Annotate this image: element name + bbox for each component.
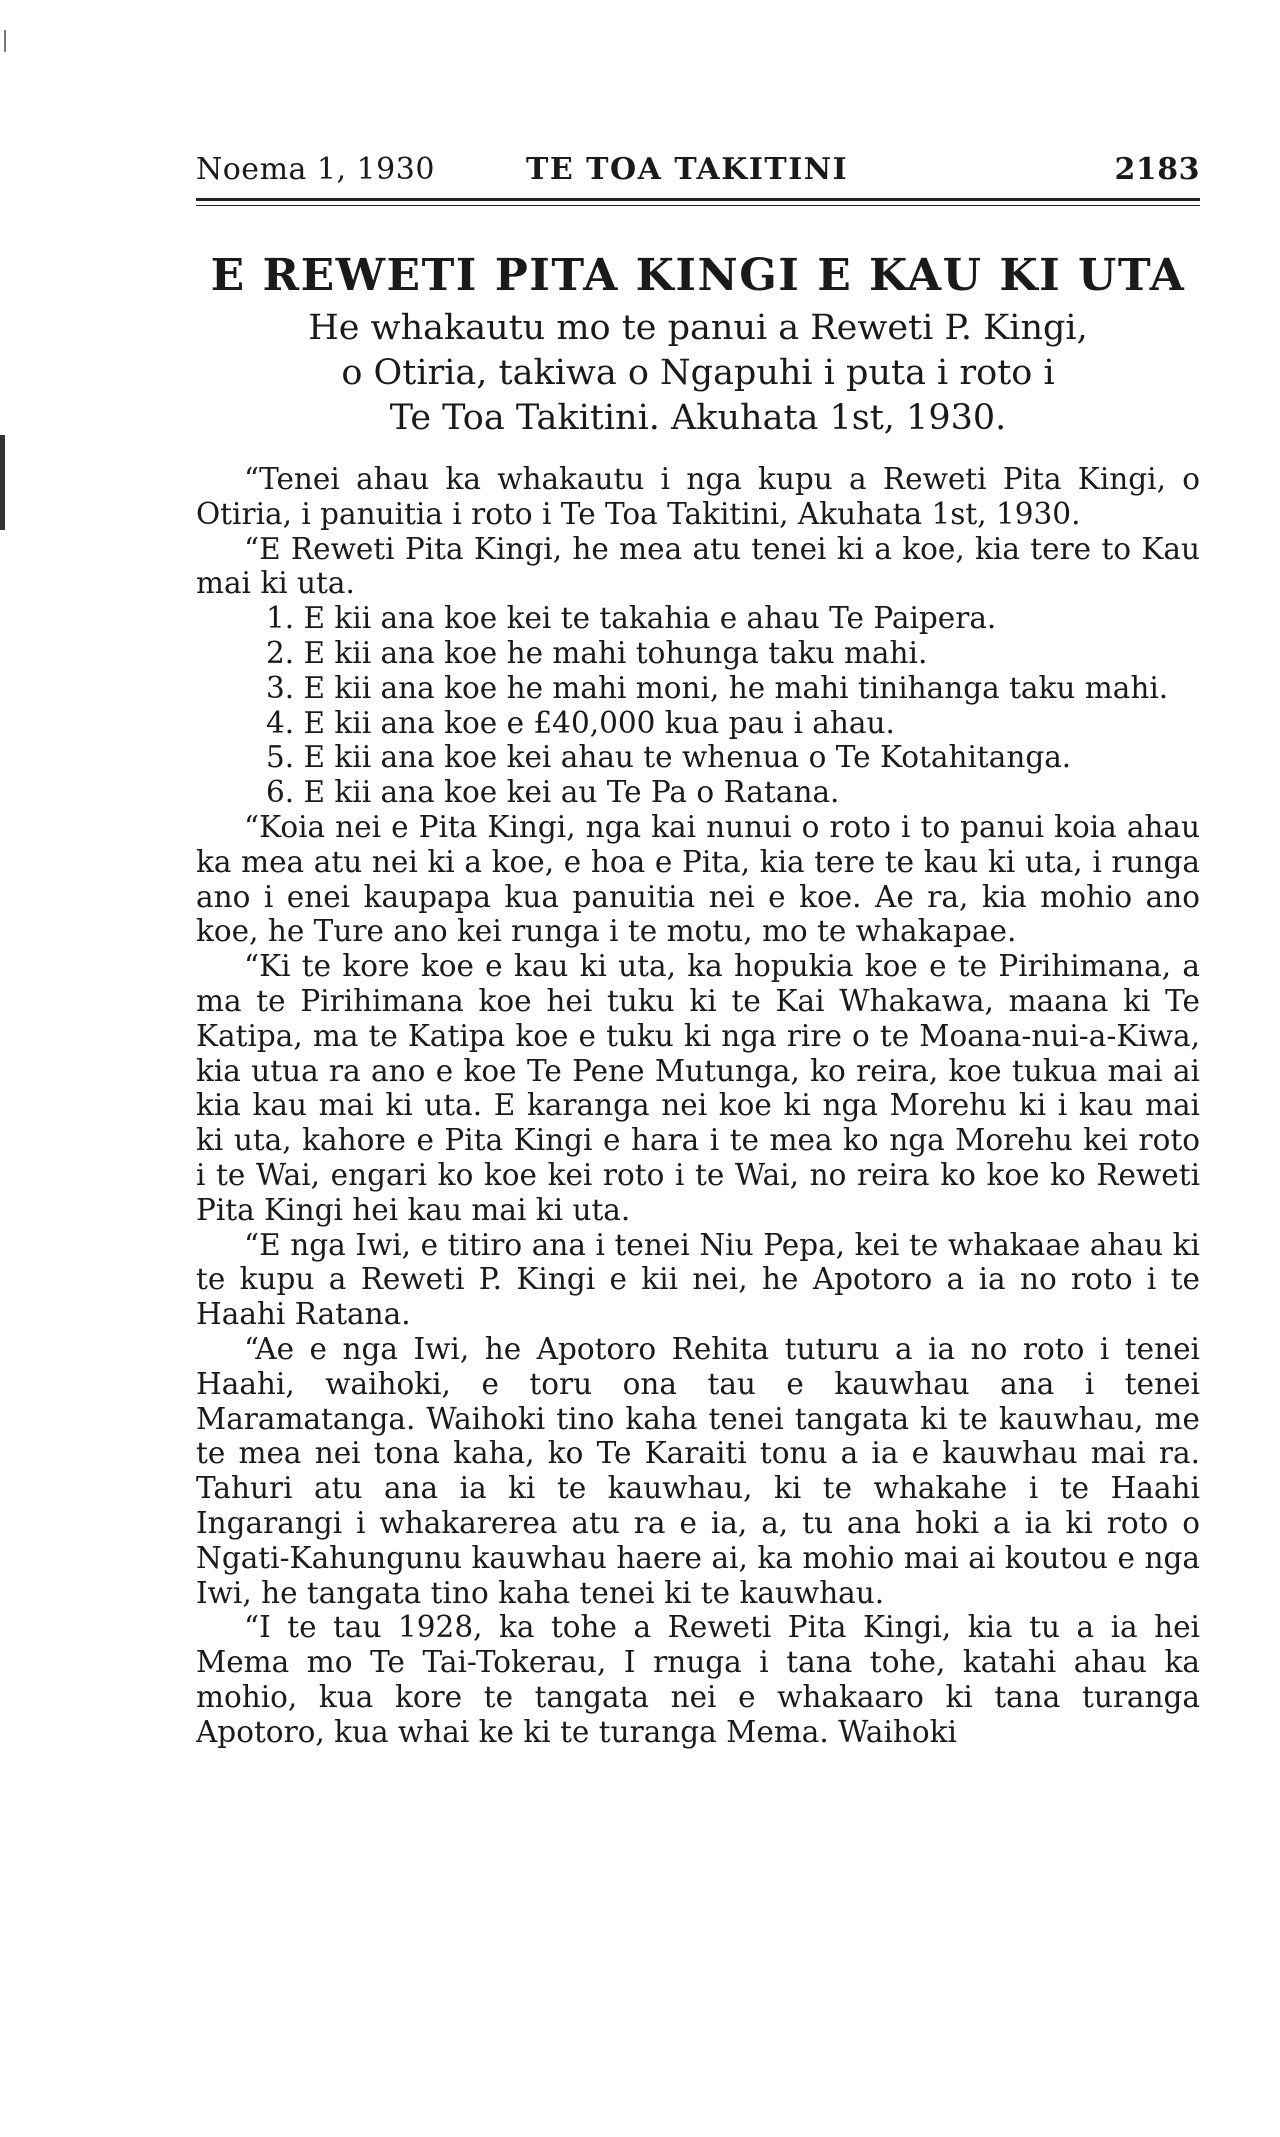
subheading-line: o Otiria, takiwa o Ngapuhi i puta i roto i [341,353,1055,393]
page-header [196,152,1200,192]
list-item: 6. E kii ana koe kei au Te Pa o Ratana. [266,775,840,810]
paragraph: “E Reweti Pita Kingi, he mea atu tenei ki a koe, kia tere to Kau mai ki uta. [196,531,1200,601]
list-item: 5. E kii ana koe kei ahau te whenua o Te Kotahitanga. [266,740,1072,775]
paragraph: “Koia nei e Pita Kingi, nga kai nunui o roto i to panui koia ahau ka mea atu nei ki a koe, e hoa e Pita, kia tere te kau ki uta, i runga ano i enei kaupapa kua panuitia nei e koe. Ae ra, kia mohio ano koe, he Ture ano kei runga i te motu, mo te whakapae. [196,809,1200,949]
paragraph: “Ki te kore koe e kau ki uta, ka hopukia koe e te Pirihimana, a ma te Pirihimana koe hei tuku ki te Kai Whakawa, maana ki Te Katipa, ma te Katipa koe e tuku ki nga rire o te Moana-nui-a-Kiwa, kia utua ra ano e koe Te Pene Mutunga, ko reira, koe tukua mai ai kia kau mai ki uta. E karanga nei koe ki nga Morehu ki i kau mai ki uta, kahore e Pita Kingi e hara i te mea ko nga Morehu kei roto i te Wai, engari ko koe kei roto i te Wai, no reira ko koe ko Reweti Pita Kingi hei kau mai ki uta. [196,949,1200,1227]
paragraph: “Tenei ahau ka whakautu i nga kupu a Reweti Pita Kingi, o Otiria, i panuitia i roto i Te Toa Takitini, Akuhata 1st, 1930. [196,462,1200,531]
paragraph: “Ae e nga Iwi, he Apotoro Rehita tuturu a ia no roto i tenei Haahi, waihoki, e toru ona tau e kauwhau ana i tenei Maramatanga. Waihoki tino kaha tenei tangata ki te kauwhau, me te mea nei tona kaha, ko Te Karaiti tonu a ia e kauwhau mai ra. Tahuri atu ana ia ki te kauwhau, ki te whakahe i te Haahi Ingarangi i whakarerea atu ra e ia, a, tu ana hoki a ia ki roto o Ngati-Kahungunu kauwhau haere ai, ka mohio mai ai koutou e nga Iwi, he tangata tino kaha tenei ki te kauwhau. [196,1331,1200,1610]
header-rule-thick [196,198,1200,201]
subheading-line: He whakautu mo te panui a Reweti P. Kingi, [308,308,1088,348]
paragraph: “E nga Iwi, e titiro ana i tenei Niu Pepa, kei te whakaae ahau ki te kupu a Reweti P. Kingi e kii nei, he Apotoro a ia no roto i te Haahi Ratana. [196,1227,1200,1332]
article-subheading [196,306,1200,441]
article-body [196,462,1200,1749]
binding-edge-mark [0,435,5,530]
paragraph: “I te tau 1928, ka tohe a Reweti Pita Kingi, kia tu a ia hei Mema mo Te Tai-Tokerau, I rnuga i tana tohe, katahi ahau ka mohio, kua kore te tangata nei e whakaaro ki tana turanga Apotoro, kua whai ke ki te turanga Mema. Waihoki [196,1610,1200,1749]
list-item: 2. E kii ana koe he mahi tohunga taku mahi. [266,635,928,670]
newspaper-title: TE TOA TAKITINI [526,152,849,187]
subheading-line: Te Toa Takitini. Akuhata 1st, 1930. [389,398,1007,438]
header-rule-thin [196,205,1200,206]
list-item: 4. E kii ana koe e £40,000 kua pau i ahau. [266,705,895,740]
list-item: 1. E kii ana koe kei te takahia e ahau Te Paipera. [266,601,997,636]
page-number: 2183 [1114,152,1200,187]
article-headline: E REWETI PITA KINGI E KAU KI UTA [210,250,1186,301]
scan-edge-mark [4,30,6,52]
issue-date: Noema 1, 1930 [196,152,435,187]
list-item: 3. E kii ana koe he mahi moni, he mahi tinihanga taku mahi. [266,670,1169,705]
